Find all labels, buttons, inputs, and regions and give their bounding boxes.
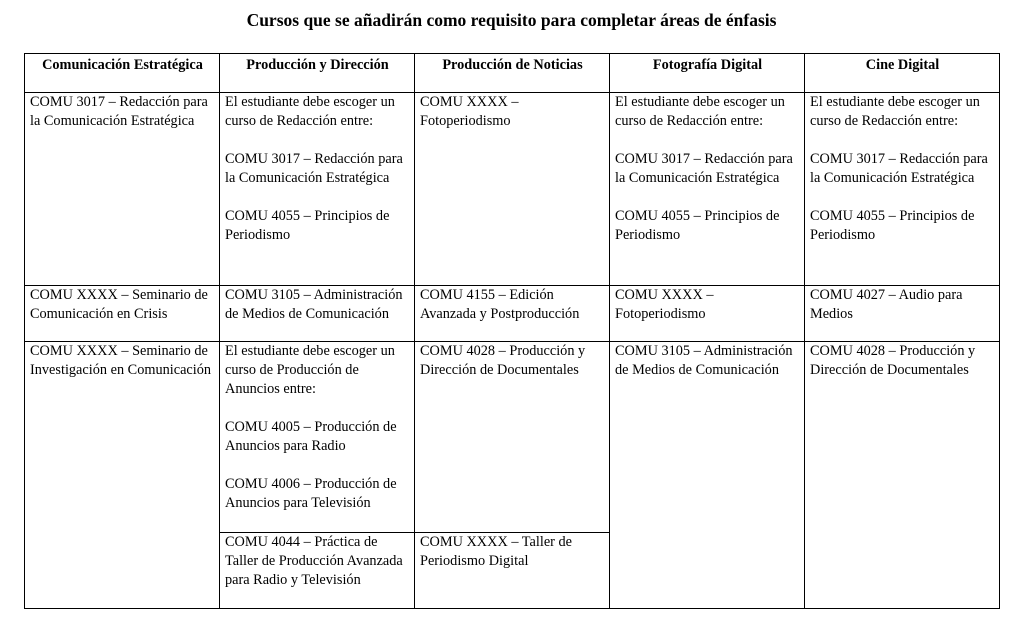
- course-text: COMU 4028 – Producción y Dirección de Documentales: [420, 343, 586, 378]
- course-text: COMU 4005 – Producción de Anuncios para Radio: [225, 419, 397, 454]
- table-cell: [415, 286, 610, 342]
- course-text: COMU XXXX – Fotoperiodismo: [615, 287, 714, 322]
- course-text: COMU XXXX – Fotoperiodismo: [420, 94, 519, 129]
- table-row: [25, 93, 1000, 286]
- header-comunicacion-estrategica: Comunicación Estratégica: [25, 54, 220, 93]
- header-cine-digital: Cine Digital: [805, 54, 1000, 93]
- page-title: Cursos que se añadirán como requisito para completar áreas de énfasis: [246, 10, 777, 30]
- course-text: COMU 4006 – Producción de Anuncios para Televisión: [225, 476, 397, 511]
- course-instruction: El estudiante debe escoger un curso de Redacción entre:: [810, 94, 980, 129]
- course-text: COMU 3105 – Administración de Medios de Comunicación: [225, 287, 403, 322]
- course-text: COMU 3017 – Redacción para la Comunicación Estratégica: [810, 151, 988, 186]
- course-text: COMU XXXX – Seminario de Comunicación en Crisis: [30, 287, 208, 322]
- table-cell: [610, 286, 805, 342]
- table-cell: [220, 93, 415, 286]
- table-cell: [415, 533, 610, 609]
- table-cell: [220, 533, 415, 609]
- course-text: COMU 3017 – Redacción para la Comunicación Estratégica: [225, 151, 403, 186]
- table-row: [25, 286, 1000, 342]
- course-text: COMU 3017 – Redacción para la Comunicación Estratégica: [30, 94, 208, 129]
- table-cell: [25, 342, 220, 609]
- course-text: COMU 3105 – Administración de Medios de Comunicación: [615, 343, 793, 378]
- table-cell: [610, 342, 805, 609]
- table-cell: [805, 93, 1000, 286]
- table-row: [25, 342, 1000, 533]
- table-cell: [25, 286, 220, 342]
- table-cell: [415, 342, 610, 533]
- table-cell: [220, 342, 415, 533]
- table-cell: [25, 93, 220, 286]
- course-text: COMU 4028 – Producción y Dirección de Documentales: [810, 343, 976, 378]
- course-text: COMU 4055 – Principios de Periodismo: [225, 208, 390, 243]
- table-cell: [610, 93, 805, 286]
- course-text: COMU 4055 – Principios de Periodismo: [810, 208, 975, 243]
- course-text: COMU XXXX – Taller de Periodismo Digital: [420, 534, 573, 569]
- course-text: COMU XXXX – Seminario de Investigación en Comunicación: [30, 343, 212, 378]
- header-produccion-noticias: Producción de Noticias: [415, 54, 610, 93]
- header-fotografia-digital: Fotografía Digital: [610, 54, 805, 93]
- table-cell: [805, 342, 1000, 609]
- table-header-row: [25, 54, 1000, 93]
- course-instruction: El estudiante debe escoger un curso de Redacción entre:: [615, 94, 785, 129]
- table-cell: [415, 93, 610, 286]
- course-text: COMU 4055 – Principios de Periodismo: [615, 208, 780, 243]
- courses-table: [24, 53, 1000, 609]
- course-text: COMU 4155 – Edición Avanzada y Postproducción: [420, 287, 580, 322]
- header-produccion-direccion: Producción y Dirección: [220, 54, 415, 93]
- table-cell: [805, 286, 1000, 342]
- course-instruction: El estudiante debe escoger un curso de Redacción entre:: [225, 94, 395, 129]
- course-text: COMU 3017 – Redacción para la Comunicación Estratégica: [615, 151, 793, 186]
- course-text: COMU 4044 – Práctica de Taller de Producción Avanzada para Radio y Televisión: [225, 534, 403, 588]
- course-instruction: El estudiante debe escoger un curso de Producción de Anuncios entre:: [225, 343, 395, 397]
- course-text: COMU 4027 – Audio para Medios: [810, 287, 963, 322]
- table-cell: [220, 286, 415, 342]
